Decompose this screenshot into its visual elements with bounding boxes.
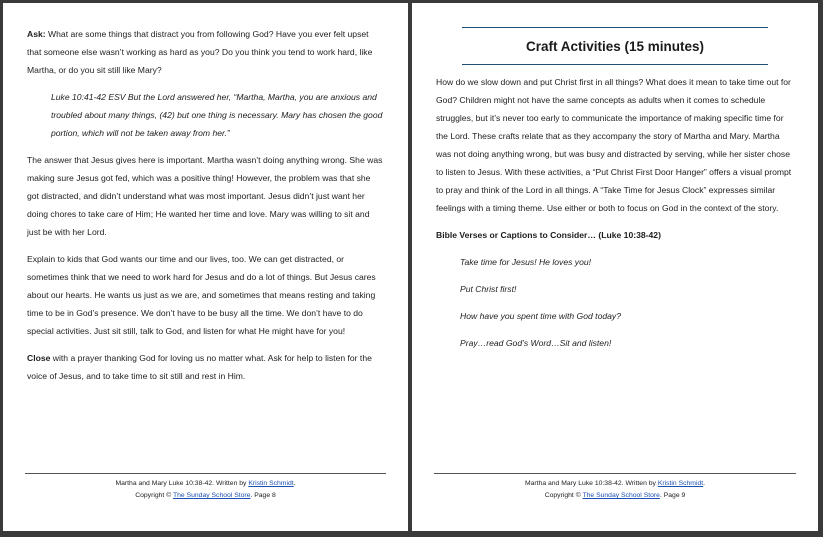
- ask-text: What are some things that distract you from following God? Have you ever felt upset that someone else wasn’t working as hard as you? Do you think you tend to work hard, like Martha, or do you sit still like Mary?: [27, 29, 373, 75]
- close-label: Close: [27, 353, 51, 363]
- page-9-footer: [434, 473, 796, 502]
- page-9: [412, 3, 818, 531]
- page-title: Craft Activities (15 minutes): [525, 38, 705, 54]
- page-8-content: [27, 25, 384, 394]
- ask-label: Ask:: [27, 29, 46, 39]
- copyright-text: Copyright ©: [544, 492, 583, 499]
- scripture-quote: Luke 10:41-42 ESV But the Lord answered her, “Martha, Martha, you are anxious and troubled about many things, (42) but one thing is necessary. Mary has chosen the good portion, which will not be taken away from her.”: [51, 92, 383, 138]
- footer-credit-text: Martha and Mary Luke 10:38-42. Written by: [115, 480, 249, 487]
- title-banner: [462, 27, 768, 65]
- copyright-text: Copyright ©: [135, 492, 173, 499]
- page-number: . Page 9: [659, 492, 686, 499]
- footer-period: .: [703, 480, 706, 487]
- footer-line-1: [434, 478, 796, 490]
- page-number: . Page 8: [250, 492, 276, 499]
- captions-heading: Bible Verses or Captions to Consider… (Luke 10:38-42): [436, 230, 661, 240]
- caption-item: Take time for Jesus! He loves you!: [460, 257, 592, 267]
- page-8-footer: [25, 473, 386, 502]
- store-link[interactable]: The Sunday School Store: [582, 492, 660, 499]
- footer-line-2: [25, 490, 386, 502]
- footer-line-1: [25, 478, 386, 490]
- page-9-content: [436, 73, 794, 361]
- author-link[interactable]: Kristin Schmidt: [657, 480, 704, 487]
- intro-paragraph: How do we slow down and put Christ first in all things? What does it mean to take time out for God? Children might not have the same concepts as adults when it comes to schedule struggles, but it’s never too early to communicate the importance of making specific time for the Lord. These crafts relate that as they accompany the story of Martha and Mary. Martha was not doing anything wrong, but was busy and distracted by serving, while her sister chose to listen to Jesus. With these activities, a “Put Christ First Door Hanger” offers a visual prompt to pray and think of the Lord in all things. A “Take Time for Jesus Clock” expresses similar feelings with a timing theme. Use either or both to focus on God in the context of the story.: [436, 77, 792, 213]
- author-link[interactable]: Kristin Schmidt: [248, 480, 294, 487]
- footer-credit-text: Martha and Mary Luke 10:38-42. Written by: [524, 480, 658, 487]
- store-link[interactable]: The Sunday School Store: [172, 492, 251, 499]
- explain-paragraph: Explain to kids that God wants our time and our lives, too. We can get distracted, or sometimes think that we need to work hard for Jesus and do a lot of things. But Jesus cares about our hearts. He wants us just as we are, and sometimes that means resting and taking time to be in God’s presence. We don’t have to be busy all the time. We don’t have to do special activities. Just sit still, talk to God, and listen for what He might have for you!: [27, 254, 376, 336]
- caption-item: Put Christ first!: [460, 284, 517, 294]
- footer-line-2: [434, 490, 796, 502]
- page-8: [3, 3, 408, 531]
- caption-item: Pray…read God’s Word…Sit and listen!: [460, 338, 612, 348]
- footer-period: .: [293, 480, 296, 487]
- close-paragraph: [27, 349, 384, 385]
- answer-paragraph: The answer that Jesus gives here is important. Martha wasn’t doing anything wrong. She was making sure Jesus got fed, which was a positive thing! However, the problem was that she got distracted, and didn’t understand what was most important. Jesus didn’t just want her doing chores to take care of Him; He wanted her time and love. Mary was willing to sit and just be with her Lord.: [27, 155, 383, 237]
- close-text: with a prayer thanking God for loving us no matter what. Ask for help to listen for the voice of Jesus, and to take time to sit still and rest in Him.: [27, 353, 372, 381]
- caption-item: How have you spent time with God today?: [460, 311, 621, 321]
- ask-paragraph: [27, 25, 384, 79]
